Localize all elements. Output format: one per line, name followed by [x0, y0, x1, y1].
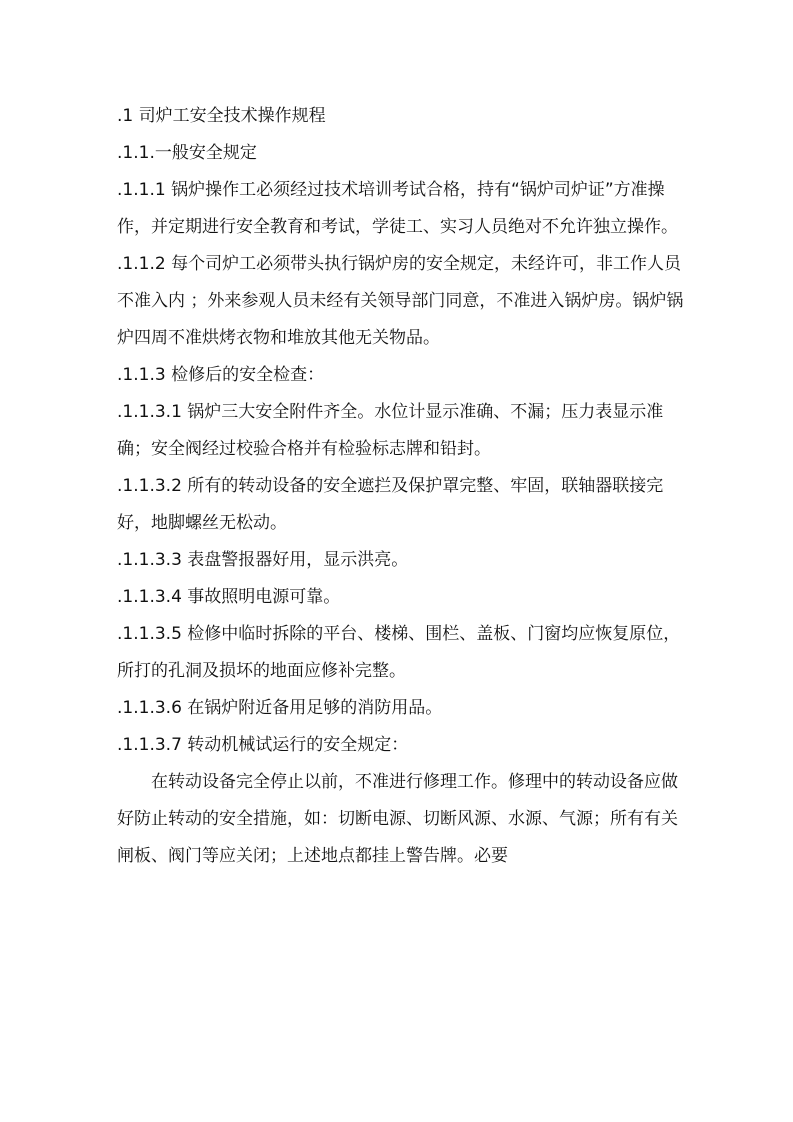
paragraph-1-1-3-6: .1.1.3.6 在锅炉附近备用足够的消防用品。	[117, 698, 443, 718]
paragraph-1-1-3-2: .1.1.3.2 所有的转动设备的安全遮拦及保护罩完整、牢固，联轴器联接完好，地脚螺丝无松动。	[117, 476, 664, 533]
paragraph-1-1-1: .1.1.1 锅炉操作工必须经过技术培训考试合格，持有“锅炉司炉证”方准操作，并定期进行安全教育和考试，学徒工、实习人员绝对不允许独立操作。	[117, 180, 678, 237]
paragraph-1-1-3-7: .1.1.3.7 转动机械试运行的安全规定：	[117, 735, 409, 755]
section-title: .1 司炉工安全技术操作规程	[117, 106, 326, 126]
paragraph-1-1-3: .1.1.3 检修后的安全检查：	[117, 365, 325, 385]
subsection-title: .1.1.一般安全规定	[117, 143, 257, 163]
paragraph-1-1-3-4: .1.1.3.4 事故照明电源可靠。	[117, 587, 341, 607]
paragraph-1-1-3-3: .1.1.3.3 表盘警报器好用，显示洪亮。	[117, 550, 409, 570]
body-paragraph: 在转动设备完全停止以前，不准进行修理工作。修理中的转动设备应做好防止转动的安全措施，如：切断电源、切断风源、水源、气源；所有有关闸板、阀门等应关闭；上述地点都挂上警告牌。必要	[117, 772, 678, 866]
document-body	[117, 98, 687, 875]
paragraph-1-1-2: .1.1.2 每个司炉工必须带头执行锅炉房的安全规定，未经许可，非工作人员不准入内 ；外来参观人员未经有关领导部门同意，不准进入锅炉房。锅炉锅炉四周不准烘烤衣物和堆放其他无关物品。	[117, 254, 684, 348]
paragraph-1-1-3-1: .1.1.3.1 锅炉三大安全附件齐全。水位计显示准确、不漏；压力表显示准确；安全阀经过校验合格并有检验标志牌和铅封。	[117, 402, 664, 459]
paragraph-1-1-3-5: .1.1.3.5 检修中临时拆除的平台、楼梯、围栏、盖板、门窗均应恢复原位，所打的孔洞及损坏的地面应修补完整。	[117, 624, 681, 681]
